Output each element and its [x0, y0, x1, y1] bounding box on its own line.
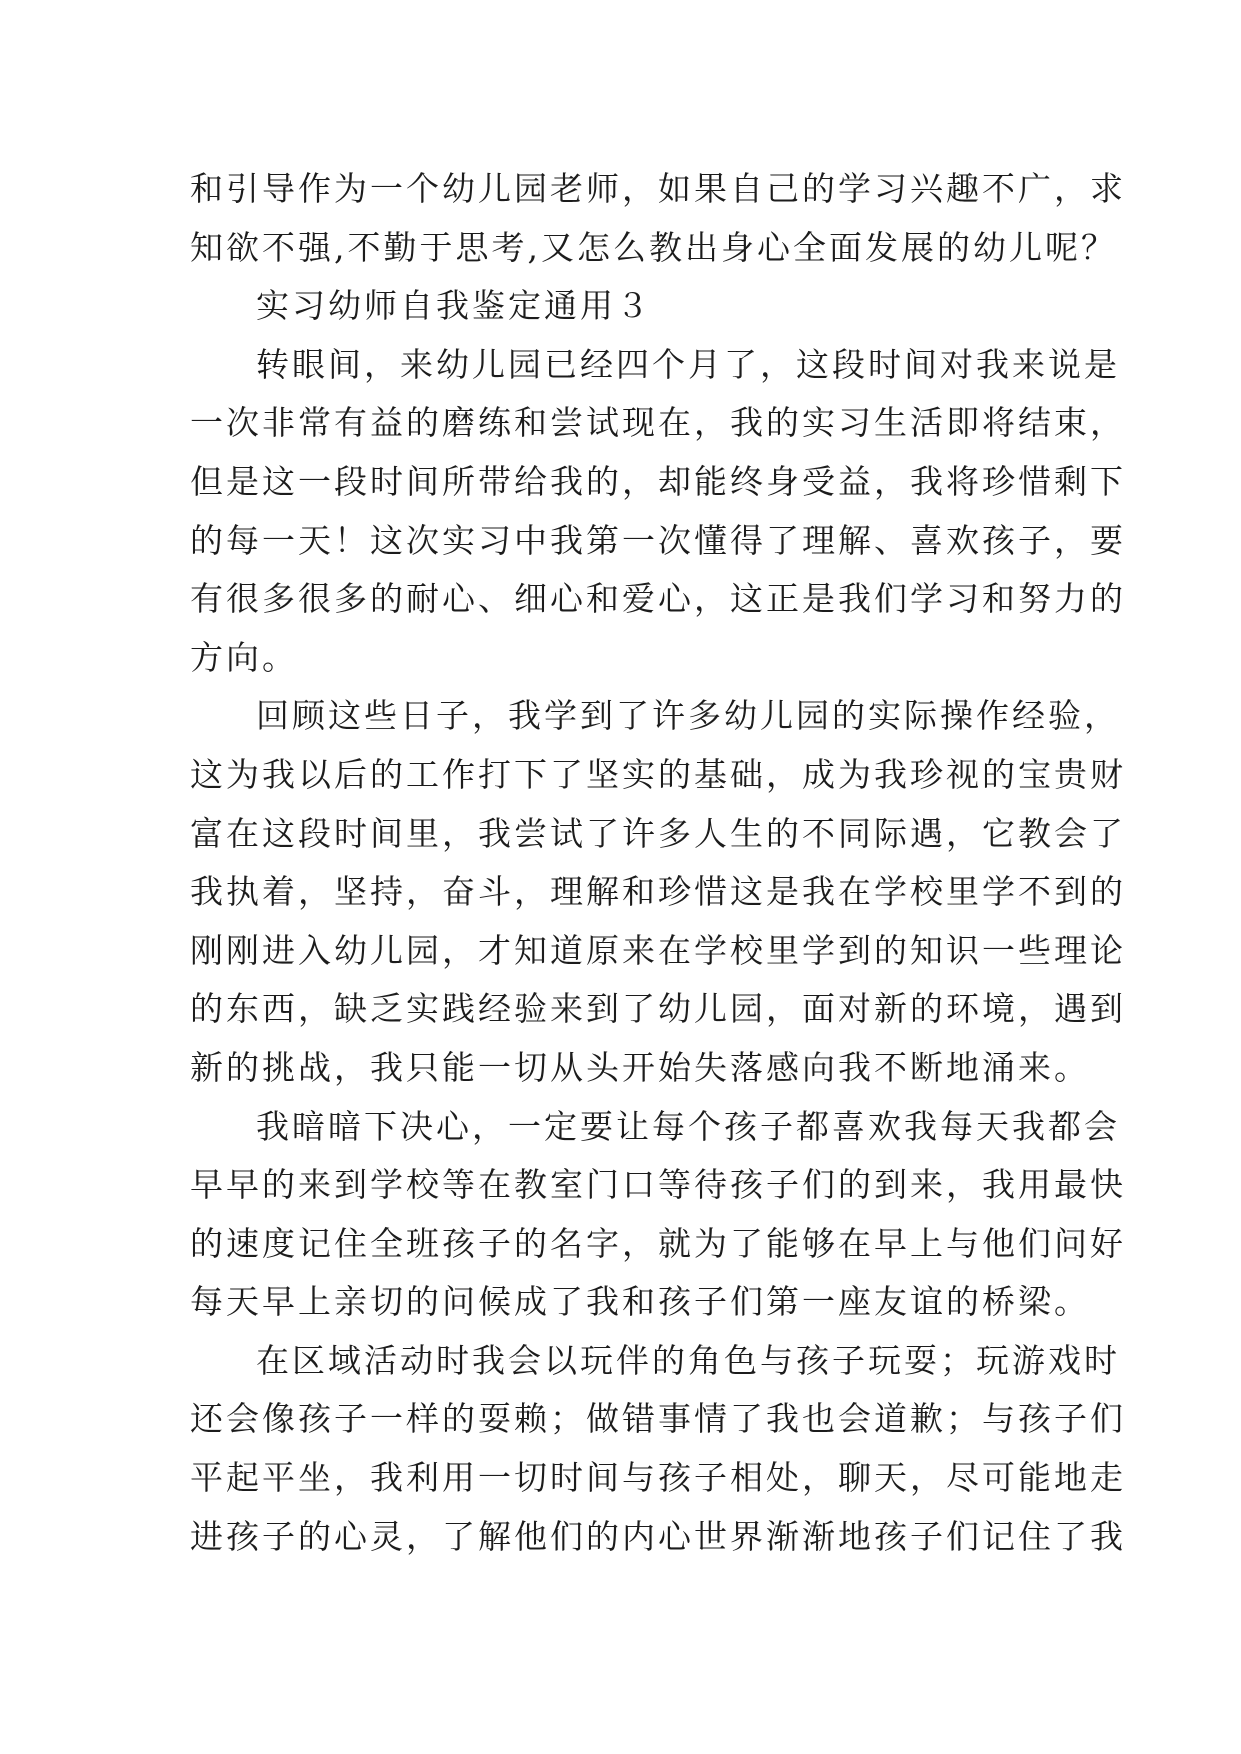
text-line: 转眼间，来幼儿园已经四个月了，这段时间对我来说是: [256, 344, 1120, 384]
document-body: [190, 160, 1126, 1566]
text-line: 早早的来到学校等在教室门口等待孩子们的到来，我用最快: [190, 1165, 1126, 1205]
section-heading: 实习幼师自我鉴定通用３: [256, 286, 652, 326]
text-line: 方向。: [190, 637, 298, 677]
text-line: 知欲不强,不勤于思考,又怎么教出身心全面发展的幼儿呢？: [190, 227, 1117, 267]
text-line: 还会像孩子一样的耍赖；做错事情了我也会道歉；与孩子们: [190, 1399, 1126, 1439]
text-line: 一次非常有益的磨练和尝试现在，我的实习生活即将结束，: [190, 403, 1126, 443]
text-line: 这为我以后的工作打下了坚实的基础，成为我珍视的宝贵财: [190, 754, 1126, 794]
text-line: 和引导作为一个幼儿园老师，如果自己的学习兴趣不广，求: [190, 169, 1126, 208]
text-line: 的速度记住全班孩子的名字，就为了能够在早上与他们问好: [190, 1223, 1126, 1263]
text-line: 平起平坐，我利用一切时间与孩子相处，聊天，尽可能地走: [190, 1458, 1126, 1498]
text-line: 我执着，坚持，奋斗，理解和珍惜这是我在学校里学不到的: [190, 872, 1126, 912]
text-line: 我暗暗下决心，一定要让每个孩子都喜欢我每天我都会: [256, 1106, 1120, 1146]
text-line: 在区域活动时我会以玩伴的角色与孩子玩耍；玩游戏时: [256, 1340, 1120, 1380]
text-line: 刚刚进入幼儿园，才知道原来在学校里学到的知识一些理论: [190, 930, 1126, 970]
text-line: 的东西，缺乏实践经验来到了幼儿园，面对新的环境，遇到: [190, 989, 1126, 1029]
text-line: 回顾这些日子，我学到了许多幼儿园的实际操作经验，: [256, 696, 1120, 736]
text-line: 进孩子的心灵，了解他们的内心世界渐渐地孩子们记住了我: [190, 1516, 1126, 1556]
text-line: 新的挑战，我只能一切从头开始失落感向我不断地涌来。: [190, 1047, 1090, 1087]
text-line: 有很多很多的耐心、细心和爱心，这正是我们学习和努力的: [190, 579, 1126, 619]
text-line: 的每一天！这次实习中我第一次懂得了理解、喜欢孩子，要: [190, 520, 1126, 560]
text-line: 富在这段时间里，我尝试了许多人生的不同际遇，它教会了: [190, 813, 1126, 853]
text-line: 但是这一段时间所带给我的，却能终身受益，我将珍惜剩下: [190, 461, 1126, 501]
text-line: 每天早上亲切的问候成了我和孩子们第一座友谊的桥梁。: [190, 1282, 1090, 1322]
